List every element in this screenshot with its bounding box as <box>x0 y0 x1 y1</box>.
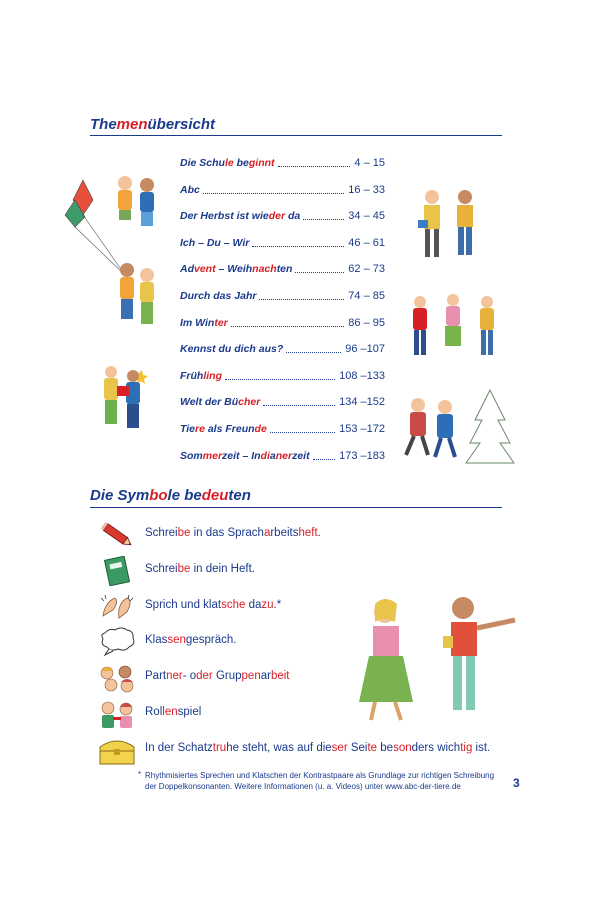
symbol-description-segment: zu <box>261 598 274 611</box>
symbol-description-segment: rbeits <box>270 527 299 539</box>
symbol-description-segment: Rol <box>145 706 163 718</box>
toc-entry-pages: 62 – 73 <box>348 263 385 276</box>
two-children-illustration <box>410 185 485 265</box>
toc-entry-title-segment: Ad <box>180 263 194 276</box>
toc-entry-pages: 46 – 61 <box>348 236 385 249</box>
toc-entry-title-segment: nach <box>252 263 277 276</box>
toc-entry-title-segment: Tie <box>180 423 195 435</box>
symbol-description-segment: Sprich und klat <box>145 598 222 611</box>
teacher-children-illustration <box>345 590 520 730</box>
toc-entry[interactable] <box>180 205 385 227</box>
toc-entry-pages: 86 – 95 <box>348 316 385 329</box>
toc-entry-title-segment: cher <box>238 396 261 409</box>
toc-entry-leader <box>252 246 344 247</box>
symbol-description-segment: Schrei <box>145 562 178 575</box>
symbol-description <box>145 527 321 539</box>
symbol-description <box>145 563 255 575</box>
toc-entry-title-segment: ling <box>203 369 222 382</box>
symbol-description-segment: Grup <box>212 670 242 683</box>
toc-heading <box>90 116 215 133</box>
toc-entry-pages: 173 –183 <box>339 449 385 462</box>
symbols-heading-segment: le be <box>167 487 202 504</box>
symbol-description-segment: be <box>177 562 191 575</box>
symbol-description-segment: ner <box>166 670 183 683</box>
roleplay-icon <box>97 699 137 729</box>
toc-entry-title-segment: di <box>260 449 270 462</box>
symbol-description-segment: sche <box>221 598 246 611</box>
symbol-description-segment: pen <box>241 670 261 683</box>
toc-entry-leader <box>286 352 341 353</box>
toc-entry-title-segment: Abc <box>180 183 200 196</box>
symbol-description <box>145 670 290 682</box>
symbol-description-segment: ders wich <box>411 741 461 754</box>
symbol-description-segment: . <box>317 527 321 539</box>
toc-entry-title <box>180 338 283 360</box>
toc-entry-title-segment: als Freun <box>204 423 255 435</box>
gift-children-illustration <box>93 362 158 447</box>
toc-entry[interactable] <box>180 179 385 201</box>
toc-entry-title-segment: be <box>233 157 249 169</box>
symbol-description-segment: ar <box>260 670 271 683</box>
toc-entry-pages: 96 –107 <box>345 343 385 356</box>
toc-entry[interactable] <box>180 258 385 280</box>
toc-entry-leader <box>259 299 344 300</box>
toc-heading-text <box>90 116 215 133</box>
treasure-chest-icon <box>97 735 137 765</box>
footnote-line-1: Rhythmisiertes Sprechen und Klatschen der Kontrastpaare als Grundlage zur richtigen Schreibung <box>145 771 495 780</box>
toc-entry-title-segment: ten <box>276 263 293 276</box>
toc-entry-title-segment: ginnt <box>248 157 275 169</box>
toc-entry-leader <box>203 193 344 194</box>
toc-entry-leader <box>270 432 335 433</box>
symbols-heading-rule <box>90 507 502 508</box>
toc-entry-title-segment: mer <box>202 449 223 462</box>
symbols-heading-segment: ten <box>228 487 251 504</box>
toc-entry-title <box>180 418 267 440</box>
toc-entry-title-segment: – Weih <box>215 263 253 276</box>
toc-entry[interactable] <box>180 338 385 360</box>
symbol-description-segment: . <box>233 634 237 647</box>
toc-entry-pages: 74 – 85 <box>348 290 385 302</box>
symbol-description-segment: sen <box>167 634 186 647</box>
toc-entry-title-segment: da <box>285 210 301 223</box>
toc-entry-leader <box>231 326 345 327</box>
pencil-icon <box>97 520 137 550</box>
toc-entry-title-segment: ner <box>275 449 293 462</box>
kite-children-illustration <box>55 165 165 340</box>
toc-heading-rule <box>90 135 502 136</box>
toc-entry-title-segment: re <box>194 423 205 435</box>
toc-entry-pages: 34 – 45 <box>348 210 385 223</box>
symbol-description-segment: beit <box>270 670 290 683</box>
clapping-hands-icon <box>97 592 137 622</box>
toc-entry-leader <box>278 166 351 167</box>
symbol-description-segment: heft <box>298 527 318 539</box>
symbols-heading-segment: deu <box>201 487 229 504</box>
toc-entry-pages: 134 –152 <box>339 396 385 409</box>
toc-entry[interactable] <box>180 445 385 467</box>
toc-heading-segment: men <box>116 116 148 133</box>
toc-entry-pages: 16 – 33 <box>348 183 385 196</box>
symbol-legend-item <box>97 556 517 586</box>
symbol-description-segment: len <box>162 706 178 718</box>
symbol-description-segment: ist. <box>472 741 491 754</box>
toc-entry-title-segment: le <box>224 157 234 169</box>
toc-entry-title-segment: Im Win <box>180 316 215 329</box>
toc-entry-leader <box>313 459 336 460</box>
toc-entry-title <box>180 179 200 201</box>
symbol-description-segment: be <box>377 741 394 754</box>
group-work-icon <box>97 663 137 693</box>
page-number: 3 <box>513 776 520 790</box>
symbol-description-segment: - o <box>182 670 197 683</box>
toc-entry-title-segment: Kennst du dich aus? <box>180 343 284 356</box>
symbol-description-segment: Sei <box>347 741 368 754</box>
symbols-heading-segment: bo <box>149 487 168 504</box>
toc-entry-title-segment: Früh <box>180 369 204 382</box>
symbol-description-segment: te <box>367 741 378 754</box>
winter-walk-illustration <box>400 385 515 470</box>
symbol-legend-item <box>97 735 517 765</box>
toc-entry[interactable] <box>180 232 385 254</box>
toc-entry-pages: 108 –133 <box>339 369 385 382</box>
toc-entry[interactable] <box>180 285 385 307</box>
toc-entry-title-segment: a <box>269 449 276 462</box>
toc-entry[interactable] <box>180 391 385 413</box>
toc-entry-title <box>180 285 256 307</box>
toc-entry-title-segment: Som <box>180 449 203 462</box>
toc-entry-title-segment: de <box>254 423 267 435</box>
symbol-description-segment: spräch <box>198 634 234 647</box>
symbols-heading-segment: Die Sym <box>90 487 150 504</box>
symbol-description-segment: In der Schatz <box>145 741 213 754</box>
footnote-marker: * <box>138 770 142 779</box>
toc-entry-title <box>180 232 249 254</box>
symbol-description <box>145 634 236 646</box>
symbol-description-segment: he steht, was auf die <box>226 741 332 754</box>
toc-entry-title <box>180 365 222 387</box>
symbol-description-segment: spiel <box>177 706 202 718</box>
toc-entry-leader <box>225 379 335 380</box>
toc-entry-pages: 153 –172 <box>339 423 385 435</box>
speech-bubble-icon <box>97 627 137 657</box>
toc-entry[interactable] <box>180 312 385 334</box>
toc-heading-segment: The <box>90 116 117 133</box>
notebook-icon <box>97 556 137 586</box>
symbol-description-segment: tru <box>212 741 227 754</box>
symbol-description-segment: Part <box>145 670 167 683</box>
toc-heading-segment: sicht <box>180 116 216 133</box>
toc-entry-title-segment: vent <box>194 263 216 276</box>
symbol-description-segment: tig <box>460 741 473 754</box>
toc-entry-title <box>180 391 260 413</box>
toc-entry-title <box>180 205 300 227</box>
toc-entry[interactable] <box>180 418 385 440</box>
footnote <box>138 770 525 792</box>
symbol-description-segment: in dein Heft. <box>190 562 255 575</box>
symbol-description <box>145 599 281 611</box>
symbol-description-segment: son <box>393 741 412 754</box>
symbol-description <box>145 706 201 718</box>
toc-entry-title-segment: ter <box>214 316 228 329</box>
toc-entry-title-segment: zeit <box>292 449 310 462</box>
symbol-description-segment: der <box>196 670 213 683</box>
symbol-description-segment: Klas <box>145 634 168 647</box>
symbol-description-segment: da <box>245 598 262 611</box>
toc-entry-title-segment: Die Schu <box>180 157 225 169</box>
toc-entry-title-segment: zeit – In <box>222 449 261 462</box>
toc-entry-title-segment: Der Herbst ist wie <box>180 210 269 223</box>
symbol-description <box>145 742 490 754</box>
symbols-heading-text <box>90 487 251 504</box>
toc-entry-leader <box>303 219 344 220</box>
three-children-illustration <box>405 290 505 365</box>
toc-entry-title <box>180 152 275 174</box>
toc-entry-leader <box>295 272 344 273</box>
toc-entry-title <box>180 312 228 334</box>
toc-entry-leader <box>263 405 335 406</box>
toc-entry-title-segment: Durch das Jahr <box>180 290 257 302</box>
symbol-description-segment: ge <box>185 634 199 647</box>
symbol-description-segment: ser <box>331 741 348 754</box>
toc-entry-pages: 4 – 15 <box>354 157 385 169</box>
toc-entry-title-segment: der <box>268 210 286 223</box>
symbol-description-segment: .* <box>273 598 282 611</box>
symbol-description-segment: ch <box>251 527 264 539</box>
symbols-heading <box>90 487 251 504</box>
toc-entry-title <box>180 258 292 280</box>
symbol-description-segment: in das Spra <box>190 527 252 539</box>
symbol-legend-item <box>97 520 517 550</box>
toc-entry-title <box>180 445 310 467</box>
footnote-line-2: der Doppelkonsonanten. Weitere Informationen (u. a. Videos) unter www.abc-der-tiere.de <box>145 782 461 791</box>
toc-entry[interactable] <box>180 152 385 174</box>
symbol-description-segment: Schrei <box>145 527 178 539</box>
toc-entry[interactable] <box>180 365 385 387</box>
toc-heading-segment: über <box>147 116 181 133</box>
symbol-description-segment: be <box>177 527 191 539</box>
toc-entry-title-segment: Ich – Du – Wir <box>180 236 250 249</box>
toc-entry-title-segment: Welt der Bü <box>180 396 239 409</box>
symbol-description-segment: a <box>263 527 271 539</box>
